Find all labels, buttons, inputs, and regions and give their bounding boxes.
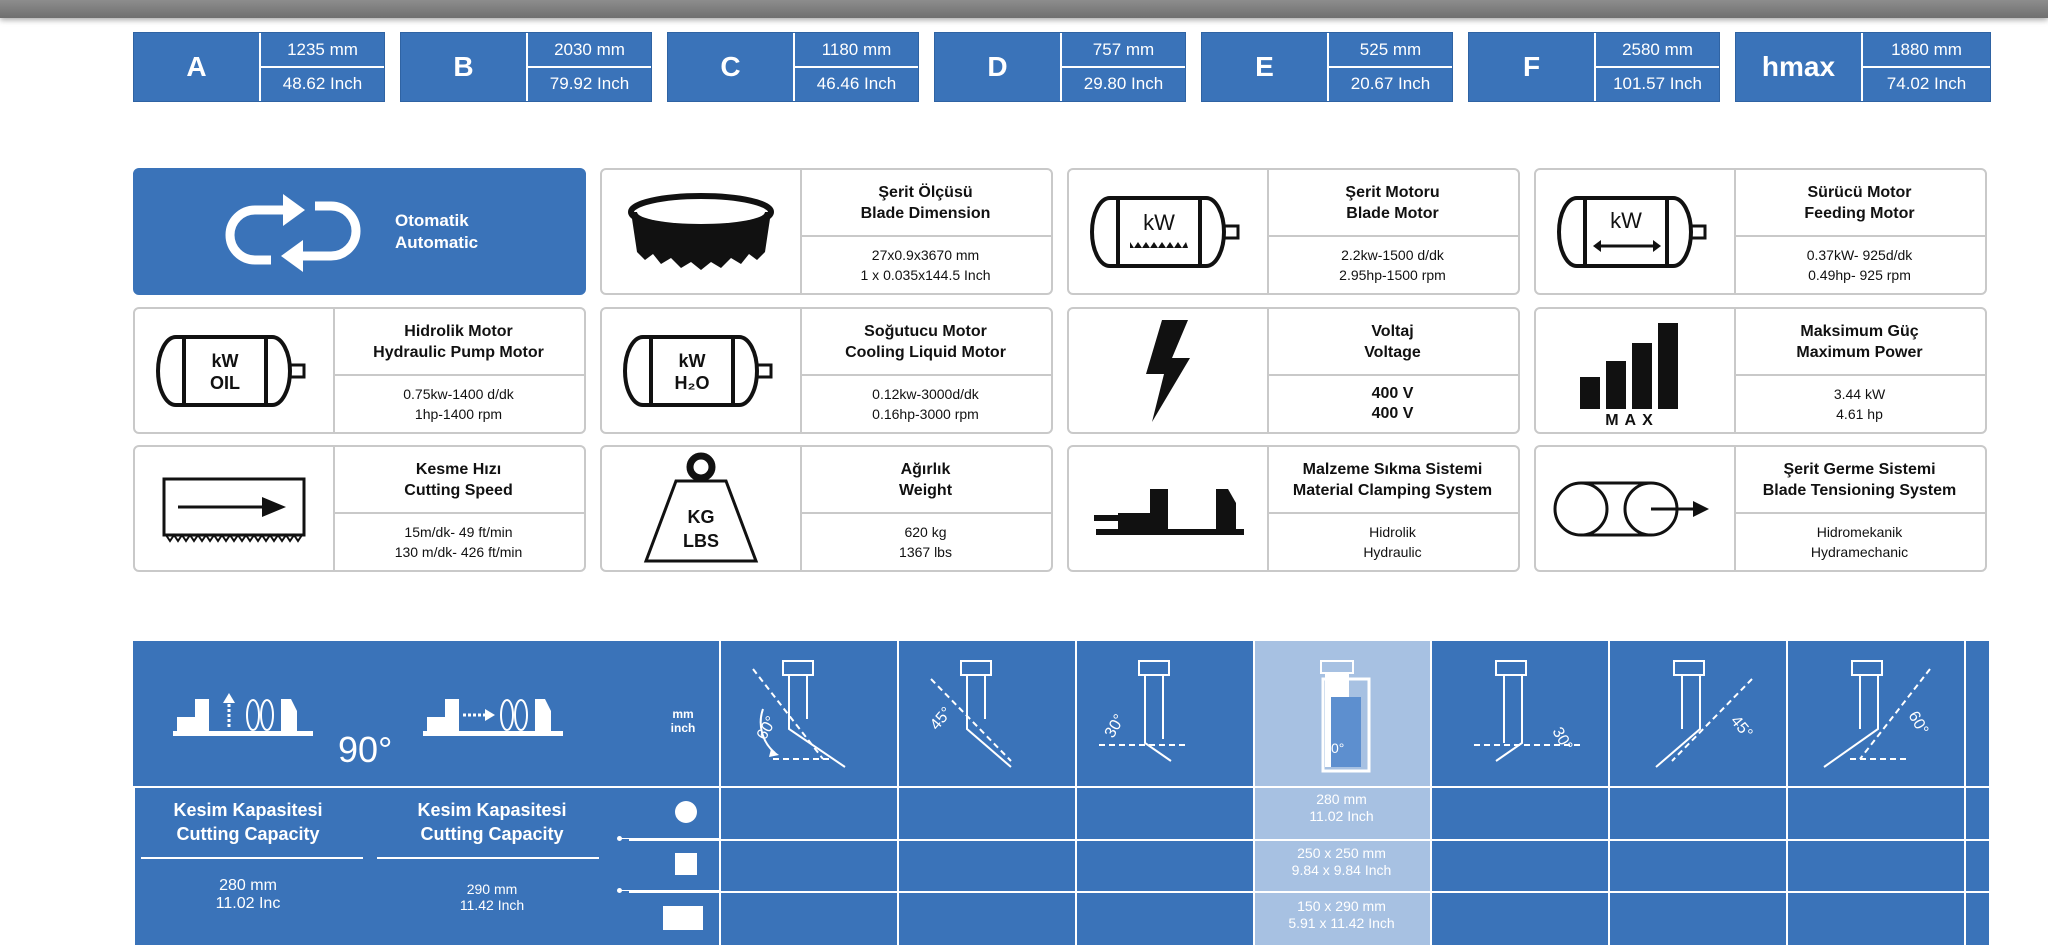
clamping-values — [1267, 514, 1518, 570]
voltage-icon-box — [1069, 309, 1269, 432]
rectangular-bar-icon — [663, 906, 703, 930]
dimension-d — [934, 32, 1186, 102]
weight-info — [800, 447, 1051, 570]
value-imperial: 2.95hp-1500 rpm — [1339, 267, 1446, 283]
blade-motor-card — [1067, 168, 1520, 295]
blade-dimension-info — [800, 170, 1051, 293]
dimension-mm: 2580 mm — [1596, 33, 1719, 68]
automatic-line2: Automatic — [395, 233, 479, 252]
clamping-icon-box — [1069, 447, 1269, 570]
voltage-card — [1067, 307, 1520, 434]
motor-icon-kw: kW — [1143, 209, 1175, 235]
voltage-title — [1267, 309, 1518, 376]
units-mm: mm — [672, 707, 694, 721]
dimension-letter: B — [453, 51, 474, 82]
cutting-speed-card — [133, 445, 586, 572]
max-power-info — [1734, 309, 1985, 432]
power-bars-icon — [1570, 315, 1700, 427]
vise-clamp-icon — [1088, 469, 1248, 549]
row-divider — [629, 891, 1989, 893]
dimension-b — [400, 32, 652, 102]
clamping-title — [1267, 447, 1518, 514]
voltage-values — [1267, 376, 1518, 432]
cutting-capacity-left-title — [133, 798, 363, 846]
title-en: Feeding Motor — [1804, 204, 1915, 222]
angle-label: 30° — [1548, 724, 1576, 754]
angle-label: 30° — [1101, 711, 1129, 741]
value-inch: 5.91 x 11.42 Inch — [1288, 915, 1395, 931]
dimension-letter: A — [186, 51, 207, 82]
row-divider — [629, 839, 1989, 841]
dimension-mm: 525 mm — [1329, 33, 1452, 68]
dimension-f — [1468, 32, 1720, 102]
feeding-motor-icon-kw: kW — [1610, 207, 1642, 233]
value-mm: 27x0.9x3670 mm — [871, 247, 980, 263]
tensioning-icon-box — [1536, 447, 1736, 570]
automatic-card — [133, 168, 586, 295]
weight-icon-box — [602, 447, 802, 570]
title-tr: Şerit Germe Sistemi — [1783, 460, 1936, 478]
blade-dimension-icon-box — [602, 170, 802, 293]
cutting-capacity-right-value — [377, 881, 607, 913]
cooling-icon-kw: kW — [678, 350, 706, 371]
value-1: 400 V — [1371, 385, 1414, 402]
value-mm: 280 mm — [1316, 791, 1367, 807]
hydraulic-motor-icon — [154, 331, 314, 411]
row-divider — [133, 786, 1989, 788]
square-capacity-value — [1253, 845, 1430, 879]
column-divider — [1786, 641, 1788, 945]
cut-angle-0-icon — [1257, 649, 1429, 779]
dimension-mm: 1880 mm — [1863, 33, 1990, 68]
dimension-letter: E — [1255, 51, 1274, 82]
value-mm: 150 x 290 mm — [1297, 898, 1386, 914]
dimension-mm: 1235 mm — [261, 33, 384, 68]
connector-dot — [617, 888, 622, 893]
value-en: Hydramechanic — [1810, 544, 1909, 560]
angle-label: 45° — [927, 704, 956, 734]
title-en: Blade Motor — [1346, 204, 1439, 222]
clamping-info — [1267, 447, 1518, 570]
feeding-motor-values — [1734, 237, 1985, 293]
title-en: Cutting Capacity — [420, 824, 564, 844]
weight-title — [800, 447, 1051, 514]
dimension-values — [793, 33, 918, 101]
value-tr: Hidromekanik — [1816, 524, 1903, 540]
cut-angle-left-30-icon — [1079, 649, 1251, 779]
cooling-motor-values — [800, 376, 1051, 432]
round-bar-icon — [675, 801, 697, 823]
title-en: Cutting Speed — [404, 481, 513, 499]
value-kg: 620 kg — [904, 524, 947, 540]
title-tr: Voltaj — [1371, 322, 1414, 340]
value-2: 400 V — [1371, 405, 1414, 422]
underline — [377, 857, 599, 859]
angle-label: 60° — [1904, 708, 1932, 738]
column-divider — [719, 641, 721, 945]
value-en: Hydraulic — [1363, 544, 1422, 560]
title-tr: Kesme Hızı — [415, 460, 502, 478]
automatic-line1: Otomatik — [395, 211, 469, 230]
dimension-inch: 46.46 Inch — [816, 73, 897, 93]
cutting-capacity-left-value — [133, 877, 363, 913]
connector-line — [619, 890, 719, 891]
title-en: Blade Dimension — [860, 204, 991, 222]
max-power-title — [1734, 309, 1985, 376]
tensioning-values — [1734, 514, 1985, 570]
value-mm: 290 mm — [466, 881, 518, 897]
cutting-speed-info — [333, 447, 584, 570]
square-bar-icon — [675, 853, 697, 875]
value-imperial: 1hp-1400 rpm — [414, 406, 503, 422]
cutting-capacity-right-title — [377, 798, 607, 846]
underline — [141, 857, 363, 859]
weight-icon-kg: KG — [687, 506, 715, 527]
angle-label: 45° — [1726, 712, 1756, 743]
round-capacity-value — [1253, 791, 1430, 825]
cooling-motor-card — [600, 307, 1053, 434]
dimension-c — [667, 32, 919, 102]
title-en: Hydraulic Pump Motor — [373, 343, 544, 361]
automatic-cycle-icon — [223, 188, 363, 278]
dimension-letter: hmax — [1761, 51, 1836, 82]
column-divider — [1430, 641, 1432, 945]
hydraulic-motor-card — [133, 307, 586, 434]
title-en: Voltage — [1364, 343, 1421, 361]
connector-line — [619, 838, 719, 839]
column-divider — [1075, 641, 1077, 945]
dimension-mm: 757 mm — [1062, 33, 1185, 68]
rect-capacity-value — [1253, 898, 1430, 932]
weight-card — [600, 445, 1053, 572]
lightning-bolt-icon — [1138, 316, 1198, 426]
title-tr: Sürücü Motor — [1807, 183, 1912, 201]
max-power-values — [1734, 376, 1985, 432]
dimension-inch: 74.02 Inch — [1886, 73, 1967, 93]
band-saw-blade-icon — [621, 182, 781, 282]
dimension-inch: 79.92 Inch — [549, 73, 630, 93]
title-tr: Kesim Kapasitesi — [173, 800, 323, 820]
cut-angle-right-45-icon — [1612, 649, 1784, 779]
dimension-e — [1201, 32, 1453, 102]
feeding-motor-card — [1534, 168, 1987, 295]
connector-dot — [617, 836, 622, 841]
value-hp: 4.61 hp — [1836, 406, 1883, 422]
blade-dimension-values — [800, 237, 1051, 293]
cooling-motor-title — [800, 309, 1051, 376]
units-inch: inch — [670, 721, 696, 735]
max-power-card — [1534, 307, 1987, 434]
dimension-values — [1060, 33, 1185, 101]
value-1: 15m/dk- 49 ft/min — [404, 524, 513, 540]
title-en: Maximum Power — [1796, 343, 1923, 361]
feeding-motor-icon — [1555, 192, 1715, 272]
dimension-mm: 2030 mm — [528, 33, 651, 68]
feeding-motor-icon-box — [1536, 170, 1736, 293]
value-metric: 0.12kw-3000d/dk — [872, 386, 979, 402]
cut-angle-left-60-icon — [723, 649, 895, 779]
value-inch: 11.02 Inc — [215, 895, 281, 912]
tensioning-card — [1534, 445, 1987, 572]
title-tr: Kesim Kapasitesi — [417, 800, 567, 820]
dimension-letter: D — [987, 51, 1008, 82]
dimension-mm: 1180 mm — [795, 33, 918, 68]
motor-icon — [1088, 192, 1248, 272]
value-inch: 1 x 0.035x144.5 Inch — [860, 267, 991, 283]
hydraulic-motor-icon-box — [135, 309, 335, 432]
value-tr: Hidrolik — [1369, 524, 1416, 540]
value-inch: 11.42 Inch — [459, 897, 525, 913]
value-kw: 3.44 kW — [1833, 386, 1886, 402]
hydraulic-motor-title — [333, 309, 584, 376]
dimension-inch: 101.57 Inch — [1613, 73, 1702, 93]
blade-motor-info — [1267, 170, 1518, 293]
dimension-values — [526, 33, 651, 101]
automatic-label — [395, 210, 478, 254]
value-lbs: 1367 lbs — [899, 544, 952, 560]
angle-label: 60° — [753, 713, 781, 743]
cut-angle-left-45-icon — [901, 649, 1073, 779]
blade-dimension-title — [800, 170, 1051, 237]
title-tr: Maksimum Güç — [1800, 322, 1919, 340]
clamping-card — [1067, 445, 1520, 572]
dimension-values — [1594, 33, 1719, 101]
title-en: Weight — [898, 481, 953, 499]
column-divider — [897, 641, 899, 945]
horizontal-feed-vise-icon — [423, 687, 563, 747]
cutting-speed-arrow-icon — [154, 469, 314, 549]
value-metric: 0.37kW- 925d/dk — [1806, 247, 1913, 263]
title-tr: Şerit Motoru — [1345, 183, 1440, 201]
title-tr: Ağırlık — [900, 460, 951, 478]
value-mm: 250 x 250 mm — [1297, 845, 1386, 861]
dimension-row — [133, 32, 1989, 102]
dimension-letter: F — [1522, 51, 1541, 82]
title-tr: Soğutucu Motor — [864, 322, 987, 340]
cutting-speed-title — [333, 447, 584, 514]
cutting-capacity-table — [133, 641, 1989, 945]
blade-motor-title — [1267, 170, 1518, 237]
cooling-motor-icon-box — [602, 309, 802, 432]
cutting-speed-icon-box — [135, 447, 335, 570]
value-inch: 9.84 x 9.84 Inch — [1291, 862, 1392, 878]
title-en: Cooling Liquid Motor — [845, 343, 1006, 361]
max-power-icon-box — [1536, 309, 1736, 432]
cooling-icon-h2o: H₂O — [674, 372, 710, 393]
cut-angle-right-60-icon — [1790, 649, 1962, 779]
value-metric: 2.2kw-1500 d/dk — [1341, 247, 1444, 263]
title-tr: Hidrolik Motor — [404, 322, 513, 340]
column-divider — [1964, 641, 1966, 945]
title-en: Material Clamping System — [1292, 481, 1493, 499]
weight-icon — [636, 451, 766, 567]
tensioning-title — [1734, 447, 1985, 514]
feeding-motor-info — [1734, 170, 1985, 293]
voltage-info — [1267, 309, 1518, 432]
weight-values — [800, 514, 1051, 570]
cooling-motor-info — [800, 309, 1051, 432]
weight-icon-lbs: LBS — [683, 530, 719, 551]
dimension-values — [259, 33, 384, 101]
max-label: MAX — [1605, 411, 1659, 427]
value-imperial: 0.49hp- 925 rpm — [1808, 267, 1911, 283]
dimension-values — [1861, 33, 1990, 101]
value-inch: 11.02 Inch — [1309, 808, 1374, 824]
tensioning-info — [1734, 447, 1985, 570]
blade-dimension-card — [600, 168, 1053, 295]
top-bar — [0, 0, 2048, 18]
dimension-inch: 48.62 Inch — [282, 73, 363, 93]
title-en: Blade Tensioning System — [1762, 481, 1957, 499]
dimension-hmax — [1735, 32, 1991, 102]
hydraulic-motor-info — [333, 309, 584, 432]
angle-90-label: 90° — [338, 729, 393, 770]
hydraulic-icon-oil: OIL — [210, 372, 240, 393]
value-imperial: 0.16hp-3000 rpm — [872, 406, 979, 422]
dimension-a — [133, 32, 385, 102]
dimension-inch: 20.67 Inch — [1350, 73, 1431, 93]
title-tr: Şerit Ölçüsü — [878, 183, 973, 201]
hydraulic-icon-kw: kW — [211, 350, 239, 371]
dimension-values — [1327, 33, 1452, 101]
feeding-motor-title — [1734, 170, 1985, 237]
blade-motor-icon-box — [1069, 170, 1269, 293]
column-divider — [1608, 641, 1610, 945]
value-metric: 0.75kw-1400 d/dk — [403, 386, 514, 402]
dimension-letter: C — [720, 51, 741, 82]
units-label — [663, 707, 703, 735]
cooling-motor-icon — [621, 331, 781, 411]
cutting-speed-values — [333, 514, 584, 570]
blade-motor-values — [1267, 237, 1518, 293]
title-en: Cutting Capacity — [176, 824, 320, 844]
cut-angle-right-30-icon — [1434, 649, 1606, 779]
value-mm: 280 mm — [219, 877, 277, 894]
hydraulic-motor-values — [333, 376, 584, 432]
blade-tension-icon — [1545, 469, 1725, 549]
value-2: 130 m/dk- 426 ft/min — [394, 544, 523, 560]
vertical-feed-vise-icon — [173, 687, 313, 747]
dimension-inch: 29.80 Inch — [1083, 73, 1164, 93]
angle-label: 0° — [1331, 740, 1345, 756]
title-tr: Malzeme Sıkma Sistemi — [1302, 460, 1483, 478]
